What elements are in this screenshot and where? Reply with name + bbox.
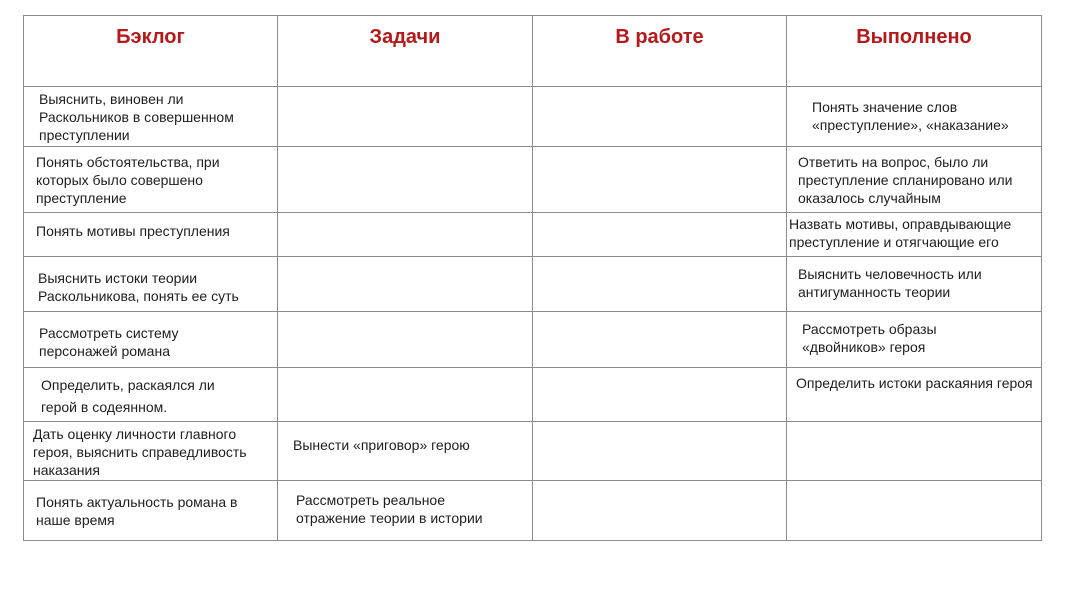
backlog-cell [24, 87, 278, 147]
backlog-card: Дать оценку личности главного героя, выяснить справедливость наказания [33, 426, 247, 478]
backlog-card: Выяснить истоки теории Раскольникова, понять ее суть [38, 270, 239, 304]
done-cell [787, 257, 1042, 312]
done-card: Рассмотреть образы «двойников» героя [802, 321, 937, 355]
in-progress-cell [533, 257, 787, 312]
done-cell [787, 368, 1042, 422]
tasks-card: Рассмотреть реальное отражение теории в истории [296, 492, 483, 526]
done-cell [787, 213, 1042, 257]
backlog-cell [24, 213, 278, 257]
tasks-cell [278, 87, 533, 147]
kanban-board [23, 15, 1042, 541]
in-progress-cell [533, 422, 787, 481]
table-row [24, 147, 1042, 213]
backlog-cell [24, 481, 278, 541]
in-progress-cell [533, 213, 787, 257]
tasks-cell [278, 312, 533, 368]
done-cell [787, 312, 1042, 368]
in-progress-cell [533, 147, 787, 213]
tasks-cell [278, 147, 533, 213]
in-progress-cell [533, 481, 787, 541]
backlog-cell [24, 312, 278, 368]
backlog-card: Выяснить, виновен ли Раскольников в совершенном преступлении [39, 91, 234, 143]
done-card: Выяснить человечность или антигуманность теории [798, 266, 982, 300]
backlog-card: Понять мотивы преступления [36, 223, 230, 239]
in-progress-cell [533, 312, 787, 368]
in-progress-cell [533, 368, 787, 422]
table-row [24, 87, 1042, 147]
table-row [24, 368, 1042, 422]
table-row [24, 213, 1042, 257]
tasks-cell [278, 257, 533, 312]
table-row [24, 257, 1042, 312]
done-card: Определить истоки раскаяния героя [796, 375, 1033, 391]
backlog-card: Рассмотреть систему персонажей романа [39, 325, 179, 359]
table-row [24, 481, 1042, 541]
backlog-cell [24, 257, 278, 312]
tasks-cell [278, 422, 533, 481]
done-cell [787, 422, 1042, 481]
backlog-cell [24, 422, 278, 481]
header-row [24, 16, 1042, 87]
table-row [24, 312, 1042, 368]
in-progress-cell [533, 87, 787, 147]
backlog-card: Понять обстоятельства, при которых было совершено преступление [36, 154, 220, 206]
done-card: Назвать мотивы, оправдывающие преступление и отягчающие его [789, 216, 1012, 250]
column-header-in-progress: В работе [533, 16, 787, 87]
done-card: Ответить на вопрос, было ли преступление спланировано или оказалось случайным [798, 154, 1013, 206]
column-header-backlog: Бэклог [24, 16, 278, 87]
backlog-cell [24, 147, 278, 213]
table-row [24, 422, 1042, 481]
done-cell [787, 481, 1042, 541]
column-header-done: Выполнено [787, 16, 1042, 87]
tasks-card: Вынести «приговор» герою [293, 437, 470, 453]
done-card: Понять значение слов «преступление», «наказание» [812, 99, 1009, 133]
backlog-card: Понять актуальность романа в наше время [36, 494, 238, 528]
done-cell [787, 147, 1042, 213]
backlog-cell [24, 368, 278, 422]
column-header-tasks: Задачи [278, 16, 533, 87]
done-cell [787, 87, 1042, 147]
tasks-cell [278, 213, 533, 257]
tasks-cell [278, 481, 533, 541]
backlog-card: Определить, раскаялся ли герой в содеянном. [41, 377, 215, 415]
tasks-cell [278, 368, 533, 422]
